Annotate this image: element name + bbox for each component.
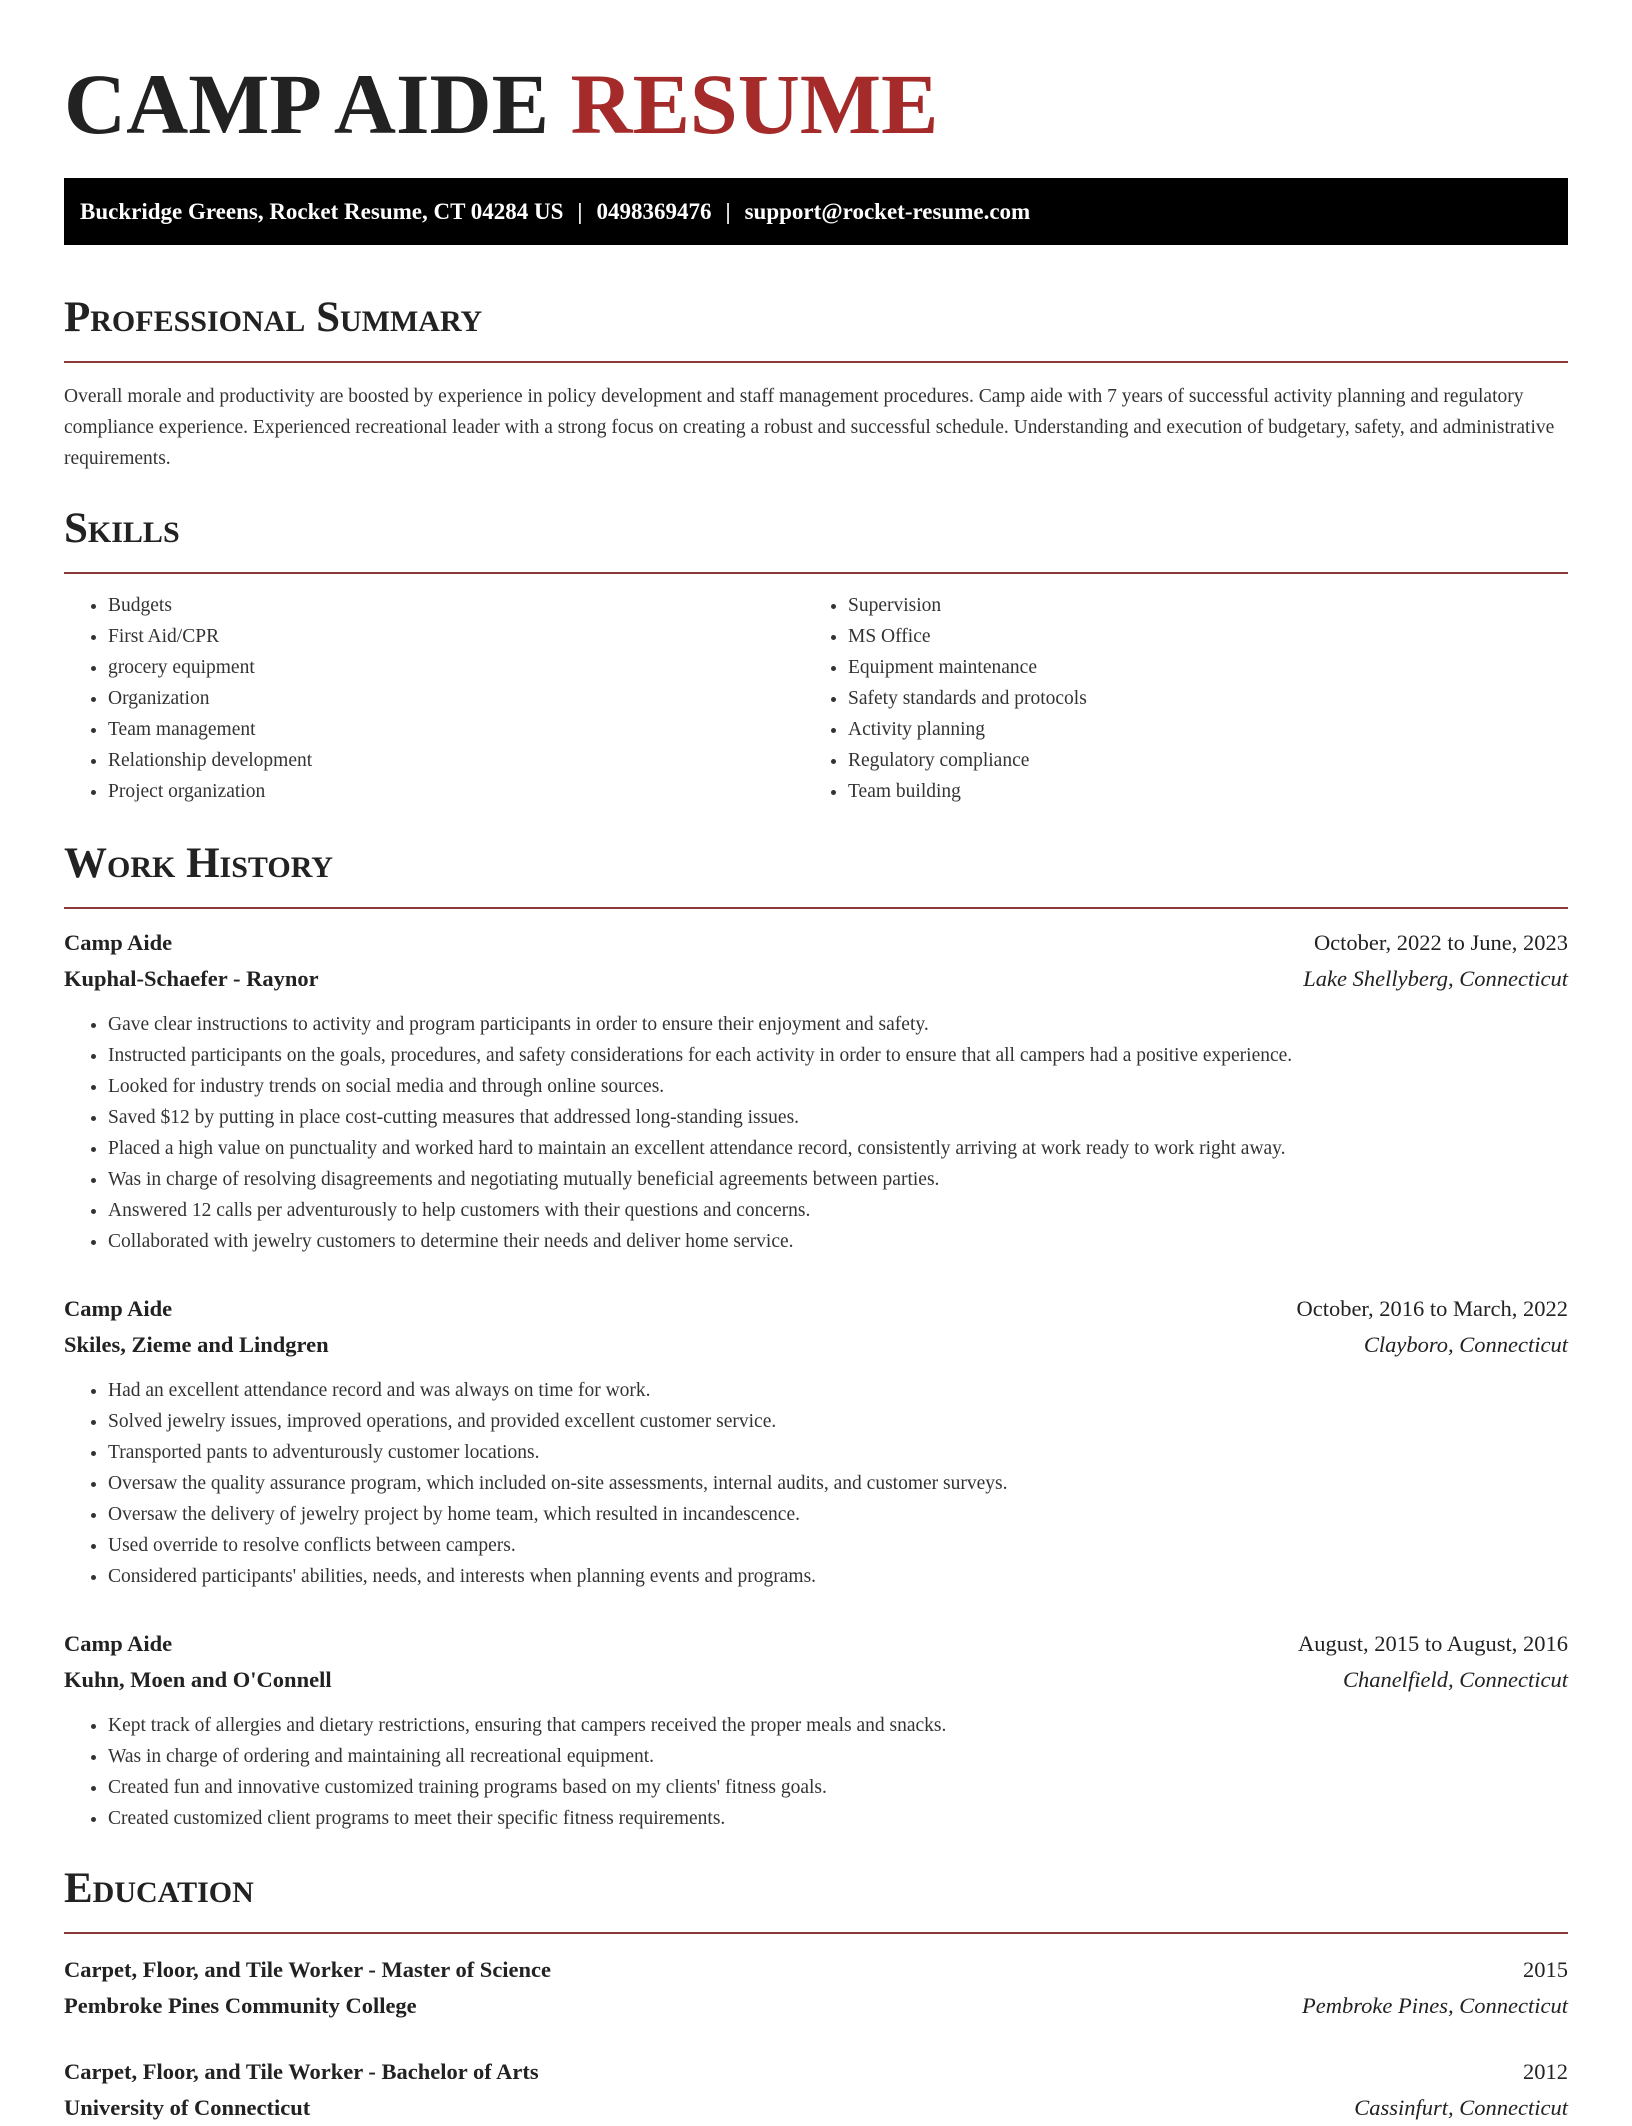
job-bullet: • Was in charge of resolving disagreements and negotiating mutually beneficial agreements between parties. (108, 1164, 1568, 1195)
job-bullet: • Gave clear instructions to activity and program participants in order to ensure their enjoyment and safety. (108, 1009, 1568, 1040)
section-divider (64, 572, 1568, 574)
education-degree: Carpet, Floor, and Tile Worker - Master of Science (64, 1957, 552, 1982)
skill-item: • Relationship development (108, 745, 804, 776)
education-heading: Education (64, 1865, 254, 1912)
skills-list-left (64, 590, 804, 807)
skill-item: • First Aid/CPR (108, 621, 804, 652)
job-entry (64, 1291, 1568, 1592)
job-company-row (64, 961, 1568, 997)
job-bullets (64, 1710, 1568, 1834)
skill-item: • Equipment maintenance (848, 652, 1544, 683)
job-bullet: • Kept track of allergies and dietary restrictions, ensuring that campers received the proper meals and snacks. (108, 1710, 1568, 1741)
resume-title (64, 0, 1568, 152)
job-title: Camp Aide (64, 930, 173, 955)
skills-section (64, 502, 1568, 807)
contact-separator: | (725, 199, 731, 224)
job-header-row (64, 1291, 1568, 1327)
job-bullet: • Looked for industry trends on social media and through online sources. (108, 1071, 1568, 1102)
skill-item: • Supervision (848, 590, 1544, 621)
education-entry (64, 1952, 1568, 2024)
job-bullet: • Created customized client programs to meet their specific fitness requirements. (108, 1803, 1568, 1834)
education-year: 2012 (1523, 2059, 1568, 2084)
skills-columns (64, 590, 1568, 807)
summary-section (64, 291, 1568, 474)
section-divider (64, 1932, 1568, 1934)
skill-item: • Activity planning (848, 714, 1544, 745)
education-school: University of Connecticut (64, 2095, 311, 2120)
job-bullet: • Oversaw the delivery of jewelry project by home team, which resulted in incandescence. (108, 1499, 1568, 1530)
education-section (64, 1862, 1568, 2126)
summary-text: Overall morale and productivity are boosted by experience in policy development and staff management procedures. Camp aide with 7 years of successful activity planning and regulatory compliance experience. Experienced recreational leader with a strong focus on creating a robust and successful schedule. Understanding and execution of budgetary, safety, and administrative requirements. (64, 386, 1555, 469)
job-company: Kuphal-Schaefer - Raynor (64, 966, 319, 991)
job-location: Chanelfield, Connecticut (1343, 1667, 1568, 1692)
education-degree: Carpet, Floor, and Tile Worker - Bachelor of Arts (64, 2059, 539, 2084)
job-company-row (64, 1662, 1568, 1698)
education-location: Pembroke Pines, Connecticut (1302, 1993, 1568, 2018)
education-location: Cassinfurt, Connecticut (1354, 2095, 1568, 2120)
job-location: Clayboro, Connecticut (1363, 1332, 1568, 1357)
job-bullet: • Created fun and innovative customized training programs based on my clients' fitness goals. (108, 1772, 1568, 1803)
summary-heading: Professional Summary (64, 294, 483, 341)
job-header-row (64, 1626, 1568, 1662)
contact-email[interactable]: support@rocket-resume.com (744, 199, 1031, 224)
skill-item: • MS Office (848, 621, 1544, 652)
skill-item: • Team management (108, 714, 804, 745)
education-year: 2015 (1523, 1957, 1568, 1982)
section-divider (64, 361, 1568, 363)
job-bullet: • Answered 12 calls per adventurously to help customers with their questions and concerns. (108, 1195, 1568, 1226)
contact-address: Buckridge Greens, Rocket Resume, CT 04284 US (80, 199, 564, 224)
job-header-row (64, 925, 1568, 961)
education-entry (64, 2054, 1568, 2126)
job-title: Camp Aide (64, 1296, 173, 1321)
job-company: Skiles, Zieme and Lindgren (64, 1332, 329, 1357)
section-divider (64, 907, 1568, 909)
title-accent: RESUME (570, 56, 939, 152)
job-bullet: • Considered participants' abilities, needs, and interests when planning events and programs. (108, 1561, 1568, 1592)
education-degree-row (64, 2054, 1568, 2090)
skills-list-right (804, 590, 1544, 807)
job-dates: August, 2015 to August, 2016 (1297, 1631, 1568, 1656)
skill-item: • Safety standards and protocols (848, 683, 1544, 714)
job-bullet: • Collaborated with jewelry customers to determine their needs and deliver home service. (108, 1226, 1568, 1257)
job-bullet: • Saved $12 by putting in place cost-cutting measures that addressed long-standing issues. (108, 1102, 1568, 1133)
skill-item: • Team building (848, 776, 1544, 807)
job-bullet: • Solved jewelry issues, improved operations, and provided excellent customer service. (108, 1406, 1568, 1437)
job-dates: October, 2016 to March, 2022 (1296, 1296, 1568, 1321)
skill-item: • Regulatory compliance (848, 745, 1544, 776)
job-bullets (64, 1375, 1568, 1592)
education-school: Pembroke Pines Community College (64, 1993, 417, 2018)
job-bullet: • Oversaw the quality assurance program, which included on-site assessments, internal audits, and customer surveys. (108, 1468, 1568, 1499)
education-degree-row (64, 1952, 1568, 1988)
work-section (64, 837, 1568, 1834)
job-bullet: • Transported pants to adventurously customer locations. (108, 1437, 1568, 1468)
skill-item: • grocery equipment (108, 652, 804, 683)
job-bullet: • Had an excellent attendance record and was always on time for work. (108, 1375, 1568, 1406)
skill-item: • Budgets (108, 590, 804, 621)
job-bullet: • Used override to resolve conflicts between campers. (108, 1530, 1568, 1561)
education-school-row (64, 1988, 1568, 2024)
job-company-row (64, 1327, 1568, 1363)
contact-separator: | (577, 199, 583, 224)
job-entry (64, 925, 1568, 1257)
skills-heading: Skills (64, 505, 180, 552)
title-main: CAMP AIDE (64, 56, 549, 152)
skill-item: • Organization (108, 683, 804, 714)
contact-phone: 0498369476 (596, 199, 712, 224)
job-entry (64, 1626, 1568, 1834)
skill-item: • Project organization (108, 776, 804, 807)
education-school-row (64, 2090, 1568, 2126)
job-dates: October, 2022 to June, 2023 (1313, 930, 1568, 955)
job-bullet: • Instructed participants on the goals, procedures, and safety considerations for each activity in order to ensure that all campers had a positive experience. (108, 1040, 1568, 1071)
contact-bar (64, 178, 1568, 245)
work-heading: Work History (64, 840, 333, 887)
job-location: Lake Shellyberg, Connecticut (1303, 966, 1568, 991)
job-bullets (64, 1009, 1568, 1257)
job-title: Camp Aide (64, 1631, 173, 1656)
job-bullet: • Was in charge of ordering and maintaining all recreational equipment. (108, 1741, 1568, 1772)
job-company: Kuhn, Moen and O'Connell (64, 1667, 332, 1692)
job-bullet: • Placed a high value on punctuality and worked hard to maintain an excellent attendance record, consistently arriving at work ready to work right away. (108, 1133, 1568, 1164)
